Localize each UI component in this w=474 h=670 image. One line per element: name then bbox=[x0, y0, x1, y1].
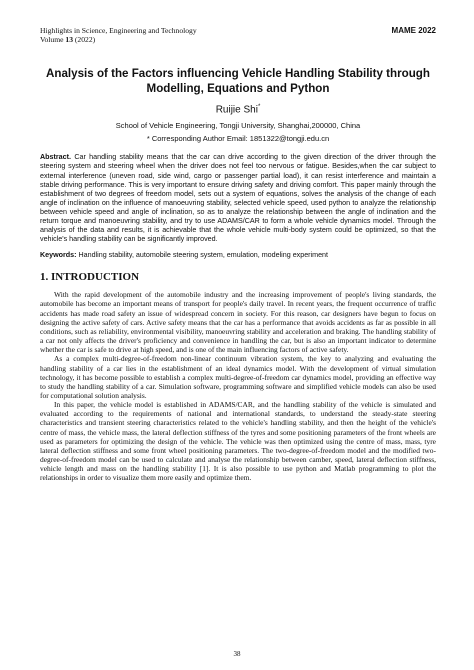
conference-name: MAME 2022 bbox=[391, 26, 436, 35]
volume-number: 13 bbox=[65, 35, 73, 44]
corresponding-email: * Corresponding Author Email: 1851322@tongji.edu.cn bbox=[146, 134, 330, 144]
abstract bbox=[40, 153, 436, 244]
journal-name: Highlights in Science, Engineering and Technology bbox=[40, 26, 197, 35]
paragraph: With the rapid development of the automobile industry and the increasing improvement of people's living standards, the automobile has become an important means of transport for people's daily travel. In recent years, the frequent occurrence of traffic accidents has made road safety an issue of widespread concern in society. For this reason, car designers have begun to focus on designing the active safety of cars. Active safety means that the car has a performance that avoids accidents as far as possible in all conditions, such as reliability, environmental visibility, manoeuvring stability and acceleration and braking. The handling stability of a car not only affects the driver's proficiency and convenience in handling the car, but is also an important indicator to determine whether the car is safe to drive at high speed, and is one of the main influencing factors of active safety. bbox=[40, 290, 436, 355]
author-mark: * bbox=[257, 104, 261, 110]
paragraph: As a complex multi-degree-of-freedom non-linear continuum vibration system, the key to analyzing and evaluating the handling stability of a car lies in the establishment of an ideal dynamics model. With the development of virtual simulation technology, it has become possible to establish a complex multi-degree-of-freedom car dynamics model, providing an effective way to study the handling stability of a car. Simulation software, programming software and simplified vehicle models can also be used for computational solution analysis. bbox=[40, 354, 436, 400]
affiliation: School of Vehicle Engineering, Tongji University, Shanghai,200000, China bbox=[115, 121, 361, 131]
volume-info bbox=[40, 35, 197, 44]
keywords bbox=[40, 251, 436, 260]
abstract-text: Car handling stability means that the car can drive according to the given direction of the driver through the steering system and steering wheel when the driver does not feel too nervous or fatigue. Besides,when the car subject to external interference (uneven road, side wind, cargo or passenger partial load), it can resist interference and maintain a stable driving performance. This is very important to ensure driving safety and driving comfort. This paper mainly through the establishment of two degrees of freedom model, sets out a system of equations, solves the analysis of the change of each angle of inclination on the influence of manoeuvring stability, selected vehicle speed, used python to analyze the relationship between vehicle speed and angle of inclination, so as to analyze the relationship between the angle of inclination and the return torque and manoeuvring stability, and try to use ADAMS/CAR to form a whole vehicle dynamics model. Through the analysis of the data and results, it is achievable that the whole vehicle multi-body system could be optimized, so that the vehicle's handling stability can be significantly improved. bbox=[40, 153, 436, 244]
volume-year: (2022) bbox=[74, 35, 96, 44]
page-number: 38 bbox=[233, 650, 241, 658]
header-left bbox=[40, 26, 197, 44]
keywords-label: Keywords: bbox=[40, 251, 77, 260]
keywords-text: Handling stability, automobile steering system, emulation, modeling experiment bbox=[78, 251, 329, 260]
body-text bbox=[40, 290, 436, 482]
paragraph: In this paper, the vehicle model is established in ADAMS/CAR, and the handling stability of the vehicle is simulated and evaluated according to the requirements of national and international standards, to understand the steady-state steering characteristics and transient steering characteristics related to the vehicle's handling stability, and then the height of the vehicle's centre of mass, the vehicle mass, the lateral deflection stiffness of the tyres and some positioning parameters of the front wheels are used as parameters for optimizing the design of the vehicle. The vehicle was then optimized using the centre of mass, mass, tyre lateral deflection stiffness and some front wheel positioning parameters. The two-degree-of-freedom model and the modified two-degree-of-freedom model can be used to calculate and analyse the relationship between camber, speed, lateral deflection stiffness, vehicle length and mass on the handling stability [1]. It is also possible to use python and Matlab programming to plot the relationships in order to visualize them more easily and optimize them. bbox=[40, 400, 436, 483]
paper-title: Analysis of the Factors influencing Vehicle Handling Stability through Modelling, Equations and Python bbox=[46, 67, 430, 95]
author-name: Ruijie Shi bbox=[215, 104, 258, 116]
author-line bbox=[40, 104, 436, 115]
volume-label: Volume bbox=[40, 35, 64, 44]
section-heading: 1. INTRODUCTION bbox=[40, 271, 140, 284]
abstract-label: Abstract. bbox=[40, 153, 71, 162]
running-header bbox=[40, 26, 436, 44]
